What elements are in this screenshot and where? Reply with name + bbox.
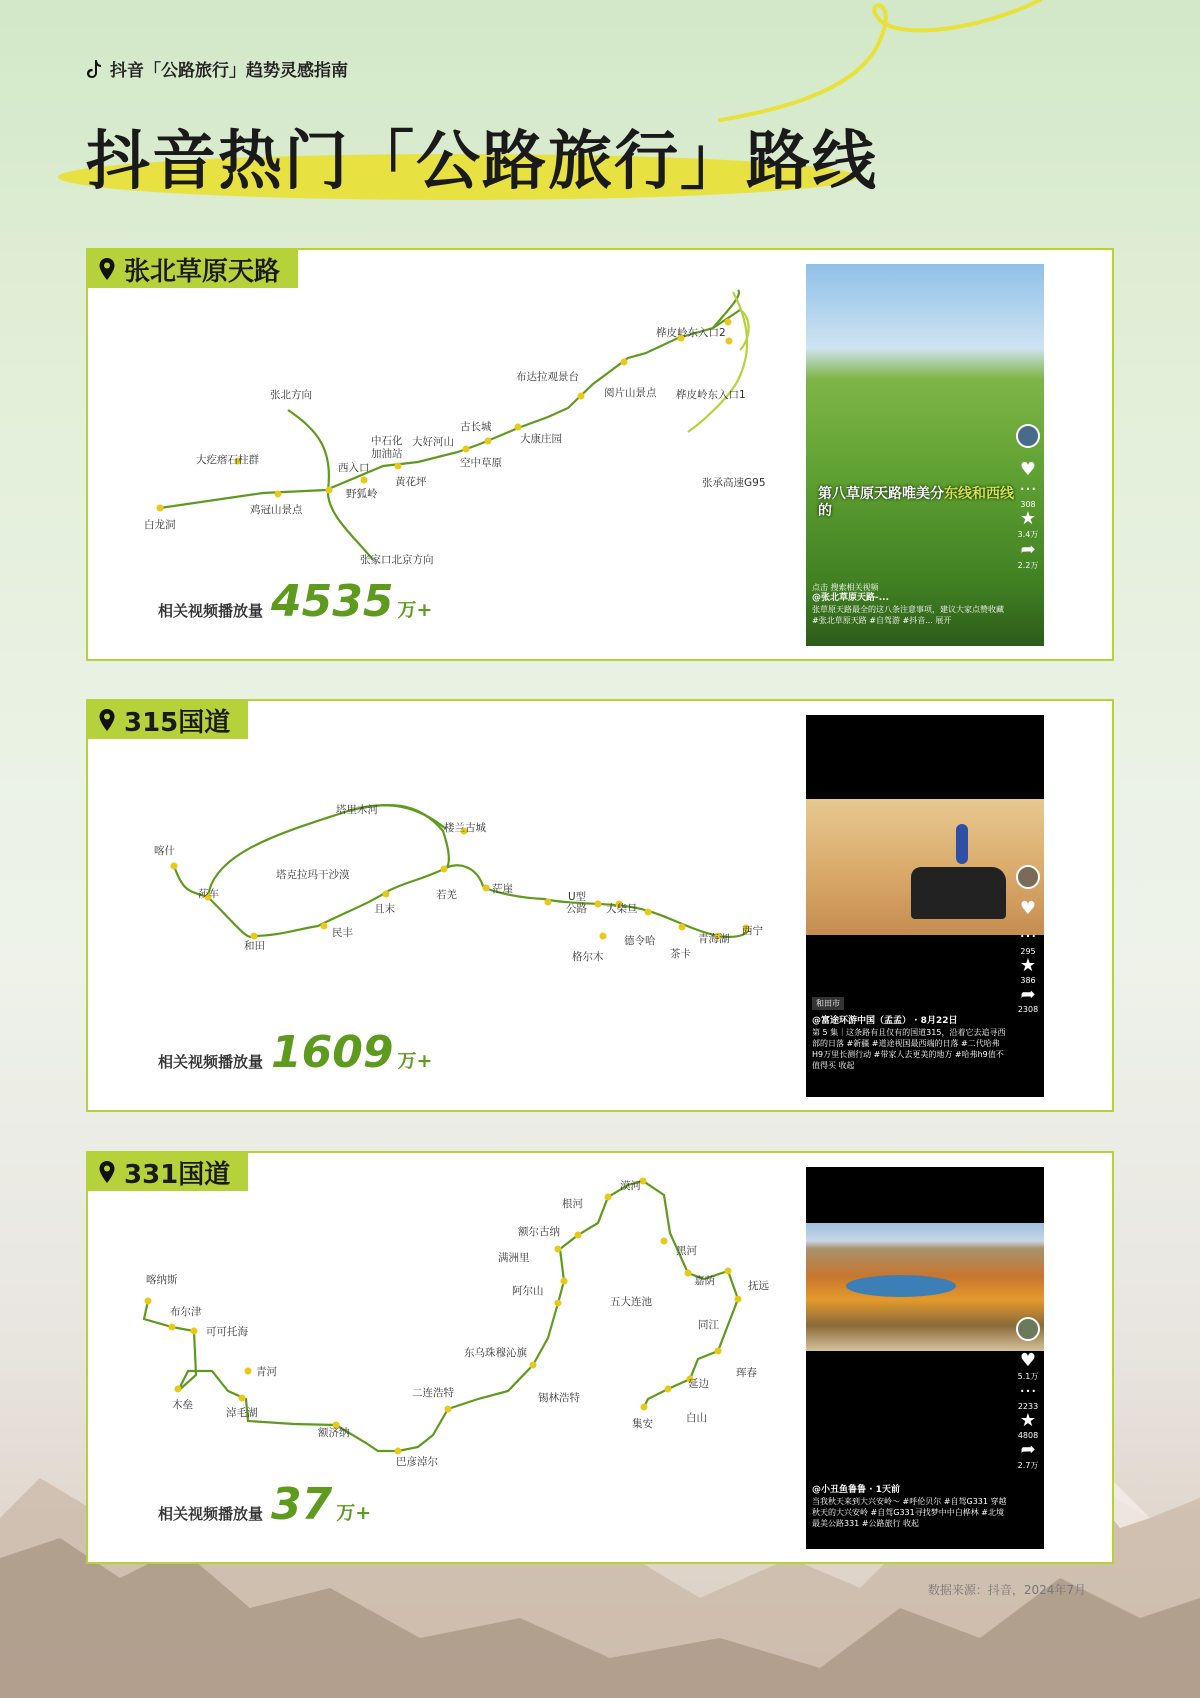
map-label: 喀什 [154, 845, 175, 857]
comment-count: 308 [1020, 500, 1036, 509]
comment-count: 295 [1020, 947, 1036, 956]
view-count-stat [158, 1479, 372, 1530]
video-caption: 第 5 集｜这条路有且仅有的国道315，沿着它去追寻西部的日落 #新疆 #道途视国最西端的日落 #二代哈弗H9万里长测行动 #带家人去更美的地方 #哈弗h9值不值得买 收起 [812, 1028, 1006, 1070]
location-tag[interactable]: 和田市 [812, 997, 844, 1010]
share-count: 2.2万 [1017, 561, 1039, 570]
brand-title: 抖音「公路旅行」趋势灵感指南 [110, 61, 348, 81]
map-label: 抚远 [748, 1280, 769, 1292]
map-label: 二连浩特 [412, 1387, 454, 1399]
stat-unit: 万+ [397, 599, 433, 621]
map-label: 西入口 [338, 462, 370, 474]
video-overlay-title: 第八草原天路唯美分东线和西线 的 [818, 486, 1014, 519]
video-thumbnail[interactable] [806, 264, 1044, 646]
star-count: 3.4万 [1017, 530, 1039, 539]
data-source: 数据来源：抖音，2024年7月 [927, 1583, 1086, 1597]
share-count: 2.7万 [1017, 1461, 1039, 1470]
map-label: 延边 [688, 1378, 709, 1390]
map-label: 集安 [632, 1418, 653, 1430]
map-label: 若羌 [436, 889, 457, 901]
map-label: 中石化 [371, 435, 403, 447]
douyin-logo-icon [86, 59, 102, 79]
map-label: 阅片山景点 [604, 387, 657, 399]
star-icon[interactable]: ★ [1019, 955, 1037, 976]
video-user[interactable]: @富途环游中国（孟孟） · 8月22日 [812, 1016, 958, 1026]
stat-value: 37 [271, 1479, 333, 1530]
map-label: 漠河 [620, 1180, 641, 1192]
map-label: 木垒 [172, 1399, 193, 1411]
stat-value: 1609 [271, 1027, 394, 1078]
map-label: 和田 [244, 940, 265, 952]
map-label: 白山 [686, 1412, 707, 1424]
map-label: 塔里木河 [336, 804, 378, 816]
map-label: 可可托海 [206, 1326, 248, 1338]
map-label: 楼兰古城 [444, 822, 486, 834]
person-shape [956, 824, 968, 864]
like-count: 5.1万 [1017, 1372, 1039, 1381]
video-caption: 张草原天路最全的这八条注意事项，建议大家点赞收藏 #张北草原天路 #自驾游 #抖音... 展开 [812, 605, 1004, 625]
comment-icon[interactable]: ··· [1019, 1381, 1037, 1402]
video-caption: 当我秋天来到大兴安岭～ #呼伦贝尔 #自驾G331 穿越秋天的大兴安岭 #自驾G331寻找梦中中白桦林 #北境最美公路331 #公路旅行 收起 [812, 1497, 1007, 1528]
map-label: 大康庄园 [520, 433, 562, 445]
comment-count: 2233 [1017, 1402, 1039, 1411]
map-label: 且末 [374, 903, 395, 915]
map-label: 塔克拉玛干沙漠 [276, 869, 350, 881]
map-label: 大疙瘩石柱群 [196, 454, 259, 466]
map-label: 大好河山 [412, 436, 454, 448]
map-label: 民丰 [332, 927, 353, 939]
video-thumbnail[interactable] [806, 715, 1044, 1097]
map-label: 张家口北京方向 [360, 554, 434, 566]
map-label: 张北方向 [270, 389, 312, 401]
video-actions [1014, 1317, 1042, 1471]
map-label: 格尔木 [572, 951, 604, 963]
search-tip[interactable]: 点击 搜索相关视频 [812, 583, 879, 592]
star-count: 4808 [1017, 1431, 1039, 1440]
map-label: 同江 [698, 1319, 719, 1331]
map-label: 桦皮岭东入口2 [656, 327, 726, 339]
map-label: 布尔津 [170, 1306, 202, 1318]
map-label: 根河 [562, 1198, 583, 1210]
map-label: 额济纳 [318, 1427, 350, 1439]
map-label: 德令哈 [624, 935, 656, 947]
map-label: 珲春 [736, 1367, 757, 1379]
heart-icon[interactable]: ♥ [1019, 1350, 1037, 1371]
river-shape [846, 1275, 956, 1297]
view-count-stat [158, 576, 433, 627]
share-icon[interactable]: ➦ [1020, 1439, 1036, 1460]
view-count-stat [158, 1027, 433, 1078]
stat-label: 相关视频播放量 [158, 1053, 264, 1071]
vehicle-shape [911, 867, 1006, 919]
map-label: 东乌珠穆沁旗 [464, 1347, 527, 1359]
heart-icon[interactable]: ♥ [1019, 898, 1037, 919]
video-caption-block [812, 997, 1010, 1071]
avatar[interactable] [1016, 865, 1040, 889]
stat-label: 相关视频播放量 [158, 1505, 264, 1523]
video-caption-block [812, 582, 1010, 626]
map-label: 青河 [256, 1366, 277, 1378]
map-label: 阿尔山 [512, 1285, 544, 1297]
star-icon[interactable]: ★ [1019, 1410, 1037, 1431]
stat-value: 4535 [271, 576, 394, 627]
map-label: 桦皮岭东入口1 [676, 389, 746, 401]
map-label: 加油站 [371, 448, 403, 460]
route-card-g315 [86, 699, 1114, 1112]
stat-unit: 万+ [397, 1050, 433, 1072]
route-name: 张北草原天路 [124, 256, 281, 287]
map-label: 野狐岭 [346, 488, 378, 500]
star-icon[interactable]: ★ [1019, 508, 1037, 529]
map-label: 西宁 [742, 925, 763, 937]
page-title: 抖音热门「公路旅行」路线 [86, 125, 878, 199]
map-label: 锡林浩特 [538, 1392, 580, 1404]
video-frame [806, 799, 1044, 935]
map-label: 巴彦淖尔 [396, 1456, 438, 1468]
map-label: 莎车 [198, 888, 219, 900]
map-label: 白龙洞 [144, 519, 176, 531]
comment-icon[interactable]: ··· [1019, 926, 1037, 947]
avatar[interactable] [1016, 424, 1040, 448]
video-user[interactable]: @小丑鱼鲁鲁 · 1天前 [812, 1485, 900, 1495]
video-actions [1014, 424, 1042, 571]
map-label: 五大连池 [610, 1296, 652, 1308]
map-label: 张承高速G95 [702, 477, 766, 489]
route-name: 331国道 [124, 1159, 231, 1190]
map-label: 古长城 [460, 421, 492, 433]
map-label: 淖毛湖 [226, 1407, 258, 1419]
video-caption-block [812, 1485, 1010, 1529]
map-label: 喀纳斯 [146, 1274, 178, 1286]
star-count: 386 [1020, 976, 1036, 985]
map-label: 空中草原 [460, 457, 502, 469]
stat-unit: 万+ [336, 1502, 372, 1524]
video-actions [1014, 865, 1042, 1014]
heart-icon[interactable]: ♥ [1019, 459, 1037, 480]
map-label: 黄花坪 [395, 476, 427, 488]
share-icon[interactable]: ➦ [1020, 984, 1036, 1005]
map-label: 布达拉观景台 [516, 371, 579, 383]
map-label: 额尔古纳 [518, 1226, 560, 1238]
comment-icon[interactable]: ··· [1019, 479, 1037, 500]
video-frame [806, 1223, 1044, 1351]
share-count: 2308 [1017, 1005, 1039, 1014]
map-label: 满洲里 [498, 1252, 530, 1264]
video-user[interactable]: @张北草原天路-... [812, 593, 889, 603]
map-label: 茫崖 [492, 883, 513, 895]
video-thumbnail[interactable] [806, 1167, 1044, 1549]
route-card-g331 [86, 1151, 1114, 1564]
brand-header [86, 56, 348, 81]
map-label: 嘉荫 [694, 1275, 715, 1287]
map-label: U型 [568, 891, 587, 903]
map-label: 鸡冠山景点 [250, 504, 303, 516]
map-label: 青海湖 [698, 933, 730, 945]
avatar[interactable] [1016, 1317, 1040, 1341]
map-label: 大柴旦 [606, 903, 638, 915]
map-label: 公路 [566, 903, 587, 915]
stat-label: 相关视频播放量 [158, 602, 264, 620]
map-label: 茶卡 [670, 948, 691, 960]
route-card-zhangbei [86, 248, 1114, 661]
route-name: 315国道 [124, 707, 231, 738]
share-icon[interactable]: ➦ [1020, 539, 1036, 560]
map-label: 黑河 [676, 1245, 697, 1257]
